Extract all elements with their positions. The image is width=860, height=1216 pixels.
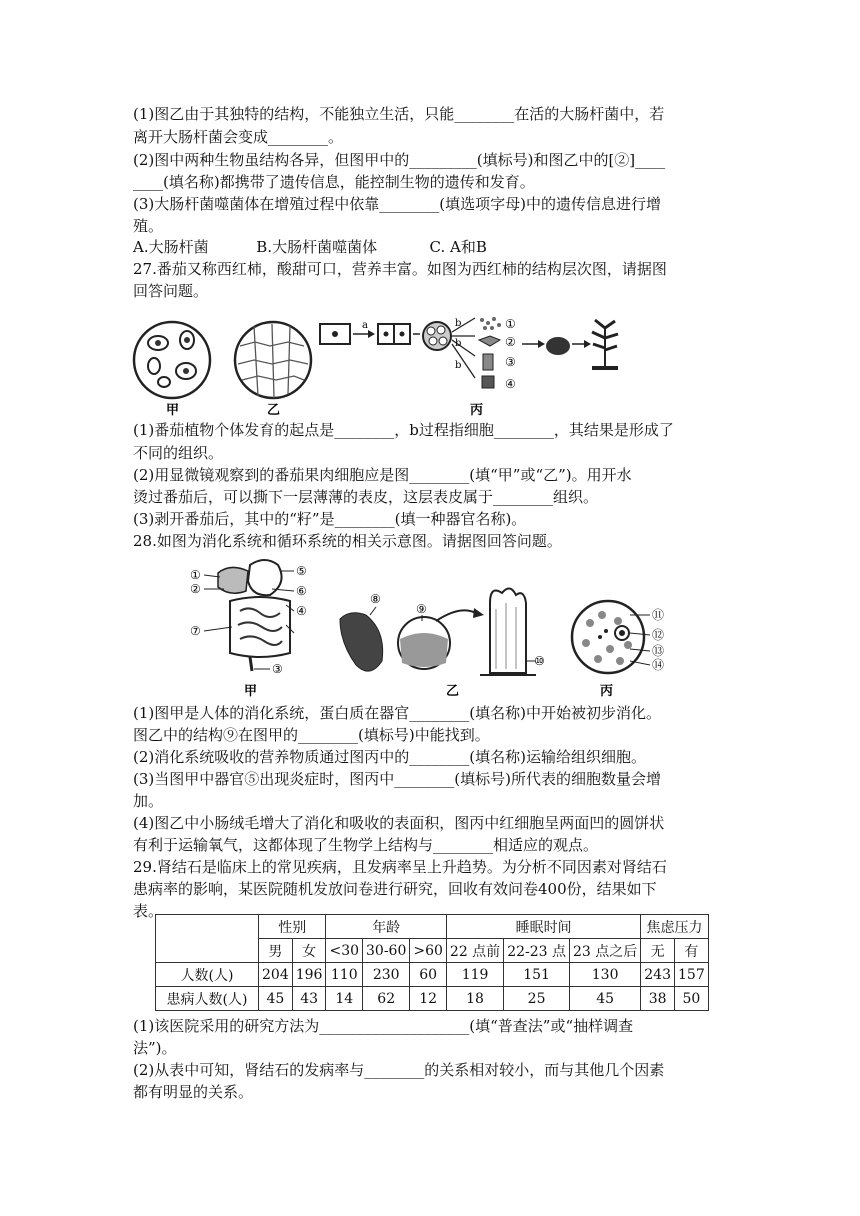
bing-14: ⑭	[652, 658, 665, 672]
q29-stem-line3: 表。	[133, 902, 164, 920]
tissue-3-label: ③	[505, 355, 516, 369]
sub-header: 无	[641, 939, 675, 963]
arrow-b-label-2: b	[455, 338, 462, 349]
q28-4-line1: (4)图乙中小肠绒毛增大了消化和吸收的表面积，图丙中红细胞呈两面凹的圆饼状	[133, 814, 665, 832]
table-row	[156, 987, 709, 1011]
label-yi: 乙	[446, 684, 460, 699]
sub-header: 22 点前	[446, 939, 503, 963]
table-cell: 50	[675, 987, 709, 1011]
yi-8: ⑧	[370, 592, 381, 606]
table-cell: 43	[292, 987, 326, 1011]
q28-1-line2: 图乙中的结构⑨在图甲的________(填标号)中能找到。	[133, 726, 490, 744]
label-bing: 丙	[600, 684, 614, 699]
q27-1-line1: (1)番茄植物个体发育的起点是________，b过程指细胞________，其结果是形成了	[133, 421, 674, 439]
sub-header: <30	[326, 939, 363, 963]
group-sleep: 睡眠时间	[446, 915, 640, 939]
row-label: 人数(人)	[156, 963, 259, 987]
group-gender: 性别	[259, 915, 326, 939]
tissue-4-label: ④	[505, 377, 516, 391]
jia-7: ⑦	[190, 624, 201, 638]
table-cell: 196	[292, 963, 326, 987]
bing-11: ⑪	[652, 608, 665, 622]
intestine-villus-image	[340, 588, 545, 675]
table-cell: 14	[326, 987, 363, 1011]
q26-2-line1: (2)图中两种生物虽结构各异，但图甲中的_________(填标号)和图乙中的[②]____	[133, 151, 666, 169]
table-corner	[156, 915, 259, 963]
sub-header: 有	[675, 939, 709, 963]
q27-2-line1: (2)用显微镜观察到的番茄果肉细胞应是图________(填“甲”或“乙”)。用开水	[133, 466, 632, 484]
table-row	[156, 963, 709, 987]
yi-9: ⑨	[416, 602, 427, 616]
q27-1-line2: 不同的组织。	[133, 444, 224, 462]
jia-1: ①	[190, 568, 201, 582]
q29-stem-line2: 患病率的影响，某医院随机发放问卷进行研究，回收有效问卷400份，结果如下	[133, 880, 657, 898]
q29-stem-line1: 29.肾结石是临床上的常见疾病，且发病率呈上升趋势。为分析不同因素对肾结石	[133, 858, 667, 876]
digestive-system-image	[190, 560, 307, 676]
yi-10: ⑩	[534, 654, 545, 668]
q28-2-line: (2)消化系统吸收的营养物质通过图丙中的________(填名称)运输给组织细胞。	[133, 748, 646, 766]
q29-2-line2: 都有明显的关系。	[133, 1083, 254, 1101]
q27-3-line: (3)剥开番茄后，其中的“籽”是________(填一种器官名称)。	[133, 510, 527, 528]
cell-jia-image	[134, 322, 210, 398]
table-cell: 110	[326, 963, 363, 987]
digestive-circulatory-figure	[190, 553, 700, 701]
q28-4-line2: 有利于运输氧气，这都体现了生物学上结构与________相适应的观点。	[133, 836, 599, 854]
blood-cells-image	[572, 601, 664, 673]
table-cell: 151	[504, 963, 570, 987]
jia-5: ⑤	[296, 564, 307, 578]
table-cell: 243	[641, 963, 675, 987]
arrow-b-label-3: b	[455, 360, 462, 371]
bing-12: ⑫	[652, 628, 665, 642]
q28-1-line1: (1)图甲是人体的消化系统，蛋白质在器官________(填名称)中开始被初步消化。	[133, 704, 661, 722]
q29-1-line1: (1)该医院采用的研究方法为____________________(填“普查法”或“抽样调查	[133, 1017, 634, 1035]
table-cell: 38	[641, 987, 675, 1011]
label-yi: 乙	[267, 403, 281, 418]
tissue-1-label: ①	[505, 317, 516, 331]
table-cell: 12	[410, 987, 447, 1011]
table-cell: 204	[259, 963, 293, 987]
sub-header: 女	[292, 939, 326, 963]
q28-stem: 28.如图为消化系统和循环系统的相关示意图。请据图回答问题。	[133, 532, 562, 550]
table-cell: 45	[259, 987, 293, 1011]
sub-header: 23 点之后	[570, 939, 641, 963]
row-label: 患病人数(人)	[156, 987, 259, 1011]
table-cell: 45	[570, 987, 641, 1011]
sub-header: 30-60	[363, 939, 410, 963]
sub-header: 22-23 点	[504, 939, 570, 963]
kidney-stone-survey-table	[155, 914, 709, 1011]
tissue-2-label: ②	[505, 335, 516, 349]
group-age: 年龄	[326, 915, 446, 939]
q27-2-line2: 烫过番茄后，可以撕下一层薄薄的表皮，这层表皮属于________组织。	[133, 488, 599, 506]
bing-13: ⑬	[652, 644, 665, 658]
table-cell: 130	[570, 963, 641, 987]
q27-stem-line1: 27.番茄又称西红柿，酸甜可口，营养丰富。如图为西红柿的结构层次图，请据图	[133, 260, 667, 278]
q26-1-line1: (1)图乙由于其独特的结构，不能独立生活，只能________在活的大肠杆菌中，若	[133, 105, 665, 123]
cell-bing-diagram	[320, 317, 618, 391]
q26-3-line2: 殖。	[133, 217, 164, 235]
table-cell: 230	[363, 963, 410, 987]
sub-header: >60	[410, 939, 447, 963]
q26-options: A.大肠杆菌 B.大肠杆菌噬菌体 C. A和B	[133, 238, 487, 256]
sub-header: 男	[259, 939, 293, 963]
q26-1-line2: 离开大肠杆菌会变成________。	[133, 128, 344, 146]
jia-6: ⑥	[296, 584, 307, 598]
table-cell: 18	[446, 987, 503, 1011]
arrow-b-label: b	[455, 318, 462, 329]
q26-3-line1: (3)大肠杆菌噬菌体在增殖过程中依靠________(填选项字母)中的遗传信息进行增	[133, 195, 661, 213]
label-jia: 甲	[244, 684, 258, 699]
tomato-structure-figure	[130, 316, 750, 420]
table-cell: 60	[410, 963, 447, 987]
table-cell: 119	[446, 963, 503, 987]
jia-2: ②	[190, 582, 201, 596]
cell-yi-image	[235, 322, 311, 398]
q29-1-line2: 法”)。	[133, 1039, 177, 1057]
table-cell: 25	[504, 987, 570, 1011]
jia-3: ③	[272, 662, 283, 676]
q27-stem-line2: 回答问题。	[133, 282, 209, 300]
label-bing: 丙	[470, 403, 484, 418]
q26-2-line2: ____(填名称)都携带了遗传信息，能控制生物的遗传和发育。	[133, 173, 535, 191]
label-jia: 甲	[166, 403, 180, 418]
q28-3-line2: 加。	[133, 792, 164, 810]
table-cell: 157	[675, 963, 709, 987]
arrow-a-label: a	[362, 320, 368, 331]
q28-3-line1: (3)当图甲中器官⑤出现炎症时，图丙中________(填标号)所代表的细胞数量会增	[133, 770, 661, 788]
q29-2-line1: (2)从表中可知，肾结石的发病率与________的关系相对较小，而与其他几个因素	[133, 1061, 665, 1079]
table-header-row	[156, 915, 709, 939]
table-cell: 62	[363, 987, 410, 1011]
group-anxiety: 焦虑压力	[641, 915, 708, 939]
jia-4: ④	[296, 604, 307, 618]
